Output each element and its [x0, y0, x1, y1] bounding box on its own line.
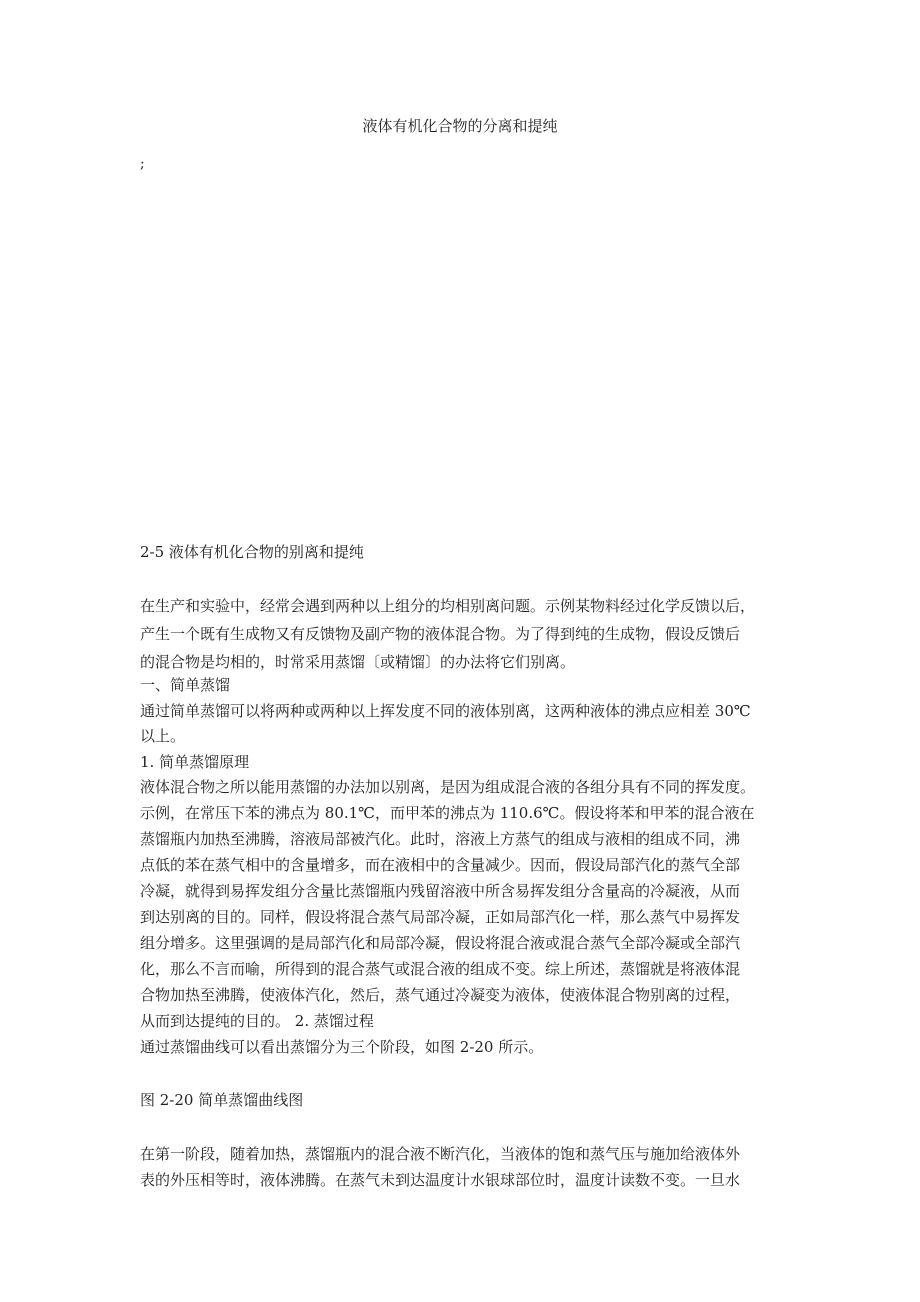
paragraph-line: 表的外压相等时，液体沸腾。在蒸气未到达温度计水银球部位时，温度计读数不变。一旦水 [140, 1171, 741, 1189]
paragraph-line: 组分增多。这里强调的是局部汽化和局部冷凝，假设将混合液或混合蒸气全部冷凝或全部汽 [140, 934, 741, 952]
subheading-simple-distillation: 一、简单蒸馏 [140, 676, 231, 694]
paragraph-line: 冷凝，就得到易挥发组分含量比蒸馏瓶内残留溶液中所含易挥发组分含量高的冷凝液，从而 [140, 882, 741, 900]
paragraph-line: 通过简单蒸馏可以将两种或两种以上挥发度不同的液体别离，这两种液体的沸点应相差 30℃ [140, 702, 751, 720]
subheading-principle: 1. 简单蒸馏原理 [140, 753, 250, 771]
paragraph-line: 合物加热至沸腾，使液体汽化，然后，蒸气通过冷凝变为液体，使液体混合物别离的过程， [140, 986, 741, 1004]
document-title: 液体有机化合物的分离和提纯 [362, 117, 558, 135]
section-heading: 2-5 液体有机化合物的别离和提纯 [140, 543, 364, 561]
paragraph-line: 在第一阶段，随着加热，蒸馏瓶内的混合液不断汽化，当液体的饱和蒸气压与施加给液体外 [140, 1145, 741, 1163]
paragraph-line: 从而到达提纯的目的。 2. 蒸馏过程 [140, 1012, 374, 1030]
paragraph-line: 蒸馏瓶内加热至沸腾，溶液局部被汽化。此时，溶液上方蒸气的组成与液相的组成不同，沸 [140, 830, 741, 848]
paragraph-line: 在生产和实验中，经常会遇到两种以上组分的均相别离问题。示例某物料经过化学反馈以后， [140, 597, 756, 615]
paragraph-line: 点低的苯在蒸气相中的含量增多，而在液相中的含量减少。因而，假设局部汽化的蒸气全部 [140, 856, 741, 874]
paragraph-line: 以上。 [140, 727, 186, 745]
paragraph-line: 液体混合物之所以能用蒸馏的办法加以别离，是因为组成混合液的各组分具有不同的挥发度。 [140, 778, 756, 796]
paragraph-line: 产生一个既有生成物又有反馈物及副产物的液体混合物。为了得到纯的生成物，假设反馈后 [140, 625, 741, 643]
figure-caption: 图 2-20 简单蒸馏曲线图 [140, 1091, 304, 1109]
paragraph-line: 的混合物是均相的，时常采用蒸馏〔或精馏〕的办法将它们别离。 [140, 653, 576, 671]
paragraph-line: 到达别离的目的。同样，假设将混合蒸气局部冷凝，正如局部汽化一样，那么蒸气中易挥发 [140, 908, 741, 926]
stray-mark: ; [140, 156, 145, 172]
paragraph-line: 通过蒸馏曲线可以看出蒸馏分为三个阶段，如图 2-20 所示。 [140, 1038, 544, 1056]
paragraph-line: 化，那么不言而喻，所得到的混合蒸气或混合液的组成不变。综上所述，蒸馏就是将液体混 [140, 960, 741, 978]
paragraph-line: 示例，在常压下苯的沸点为 80.1℃，而甲苯的沸点为 110.6℃。假设将苯和甲苯的混合液在 [140, 804, 755, 822]
